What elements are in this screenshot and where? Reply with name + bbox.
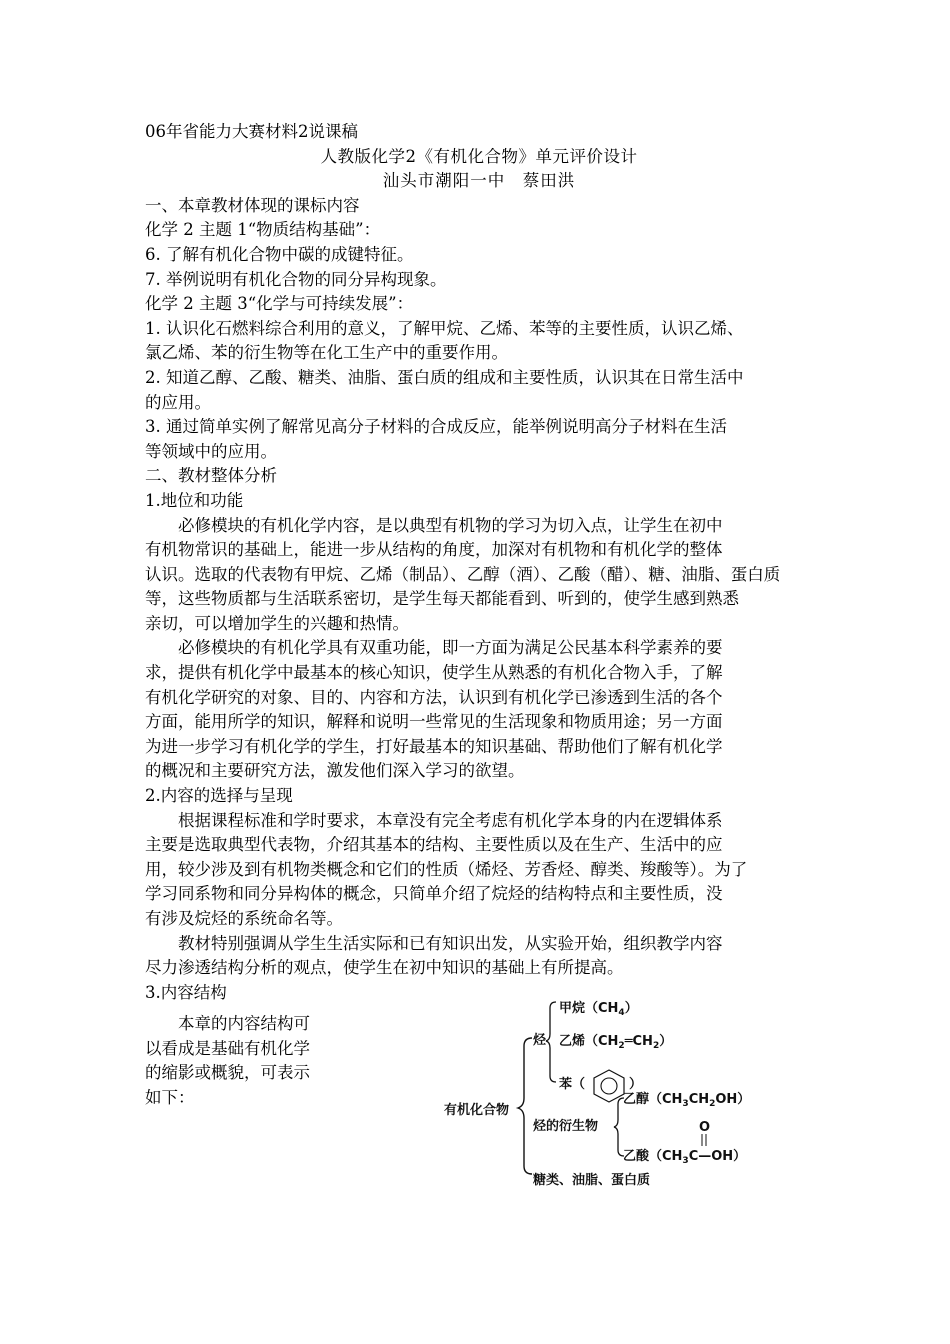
- paragraph-5-line: 本章的内容结构可: [178, 1014, 310, 1033]
- diagram-benzene-close: ）: [629, 1077, 643, 1092]
- paragraph-3-line: 有涉及烷烃的系统命名等。: [145, 909, 343, 928]
- doc-header: 06年省能力大赛材料2说课稿: [145, 122, 358, 141]
- subsection-3-heading: 3.内容结构: [145, 982, 227, 1002]
- content-structure-diagram: [440, 990, 780, 1200]
- diagram-others: 糖类、油脂、蛋白质: [533, 1173, 651, 1188]
- paragraph-1-line: 有机物常识的基础上，能进一步从结构的角度，加深对有机物和有机化学的整体: [145, 540, 723, 560]
- hydrocarbon-brace: [546, 1002, 556, 1082]
- doc-title: 人教版化学2《有机化合物》单元评价设计: [320, 146, 638, 166]
- paragraph-1-line: 等，这些物质都与生活联系密切，是学生每天都能看到、听到的，使学生感到熟悉: [145, 589, 739, 609]
- benzene-ring-icon: [594, 1070, 624, 1102]
- topic-1-heading: 化学 2 主题 1“物质结构基础”：: [145, 220, 381, 240]
- paragraph-2-line: 为进一步学习有机化学的学生，打好最基本的知识基础、帮助他们了解有机化学: [145, 736, 723, 756]
- standard-item-3-line-2: 等领域中的应用。: [145, 441, 277, 461]
- paragraph-3-line: 学习同系物和同分异构体的概念，只简单介绍了烷烃的结构特点和主要性质，没: [145, 884, 723, 904]
- paragraph-5-line: 的缩影或概貌，可表示: [145, 1063, 310, 1083]
- standard-item-2-line-2: 的应用。: [145, 392, 211, 412]
- section-1-heading: 一、本章教材体现的课标内容: [145, 195, 360, 215]
- doc-author: 汕头市潮阳一中 蔡田洪: [382, 171, 576, 191]
- paragraph-4-line: 尽力渗透结构分析的观点，使学生在初中知识的基础上有所提高。: [145, 958, 624, 978]
- subsection-1-heading: 1.地位和功能: [145, 490, 244, 510]
- main-brace: [518, 1038, 532, 1174]
- diagram-ethanol: 乙醇$(CH_3CH_2OH)$: [623, 1092, 751, 1109]
- document-body: [145, 120, 813, 1005]
- paragraph-2-line: 的概况和主要研究方法，激发他们深入学习的欲望。: [145, 761, 525, 781]
- paragraph-2-line: 求，提供有机化学中最基本的核心知识，使学生从熟悉的有机化合物入手，了解: [145, 663, 723, 683]
- paragraph-2-line: 必修模块的有机化学具有双重功能，即一方面为满足公民基本科学素养的要: [178, 638, 723, 658]
- diagram-derivatives: 烃的衍生物: [533, 1119, 599, 1134]
- diagram-benzene: 苯（: [559, 1077, 586, 1092]
- standard-item-6: 6. 了解有机化合物中碳的成键特征。: [145, 244, 414, 264]
- paragraph-1-line: 认识。选取的代表物有甲烷、乙烯（制品）、乙醇（酒）、乙酸（醋）、糖、油脂、蛋白质: [145, 564, 781, 584]
- acid-double-bond: [702, 1134, 706, 1146]
- paragraph-3-line: 用，较少涉及到有机物类概念和它们的性质（烯烃、芳香烃、醇类、羧酸等）。为了: [145, 859, 748, 879]
- diagram-methane: 甲烷$(CH_4)$: [559, 1001, 638, 1018]
- paragraph-3-line: 根据课程标准和学时要求，本章没有完全考虑有机化学本身的内在逻辑体系: [178, 810, 723, 830]
- paragraph-1-line: 必修模块的有机化学内容，是以典型有机物的学习为切入点，让学生在初中: [178, 515, 723, 535]
- topic-3-heading: 化学 2 主题 3“化学与可持续发展”：: [145, 294, 414, 314]
- paragraph-1-line: 亲切，可以增加学生的兴趣和热情。: [145, 613, 409, 633]
- standard-item-1-line-2: 氯乙烯、苯的衍生物等在化工生产中的重要作用。: [145, 343, 508, 363]
- diagram-hydrocarbon: 烃: [533, 1033, 547, 1048]
- diagram-acid-oxygen: O: [699, 1120, 711, 1135]
- paragraph-4-line: 教材特别强调从学生生活实际和已有知识出发，从实验开始，组织教学内容: [178, 933, 723, 953]
- paragraph-2-line: 有机化学研究的对象、目的、内容和方法，认识到有机化学已渗透到生活的各个: [145, 687, 723, 707]
- standard-item-1-line-1: 1. 认识化石燃料综合利用的意义，了解甲烷、乙烯、苯等的主要性质，认识乙烯、: [145, 318, 744, 338]
- paragraph-2-line: 方面，能用所学的知识，解释和说明一些常见的生活现象和物质用途；另一方面: [145, 712, 723, 732]
- paragraph-3-line: 主要是选取典型代表物，介绍其基本的结构、主要性质以及在生产、生活中的应: [145, 835, 723, 855]
- structure-intro: [145, 1012, 340, 1110]
- standard-item-3-line-1: 3. 通过简单实例了解常见高分子材料的合成反应，能举例说明高分子材料在生活: [145, 417, 727, 437]
- diagram-acetic-acid: 乙酸$(CH_3C—OH)$: [623, 1149, 747, 1166]
- paragraph-5-line: 如下：: [145, 1087, 195, 1107]
- subsection-2-heading: 2.内容的选择与呈现: [145, 786, 293, 806]
- section-2-heading: 二、教材整体分析: [145, 466, 277, 486]
- paragraph-5-line: 以看成是基础有机化学: [145, 1038, 310, 1058]
- diagram-ethylene: 乙烯$(CH_2═CH_2)$: [559, 1034, 673, 1051]
- standard-item-2-line-1: 2. 知道乙醇、乙酸、糖类、油脂、蛋白质的组成和主要性质，认识其在日常生活中: [145, 367, 744, 387]
- diagram-root: 有机化合物: [444, 1103, 510, 1118]
- standard-item-7: 7. 举例说明有机化合物的同分异构现象。: [145, 269, 447, 289]
